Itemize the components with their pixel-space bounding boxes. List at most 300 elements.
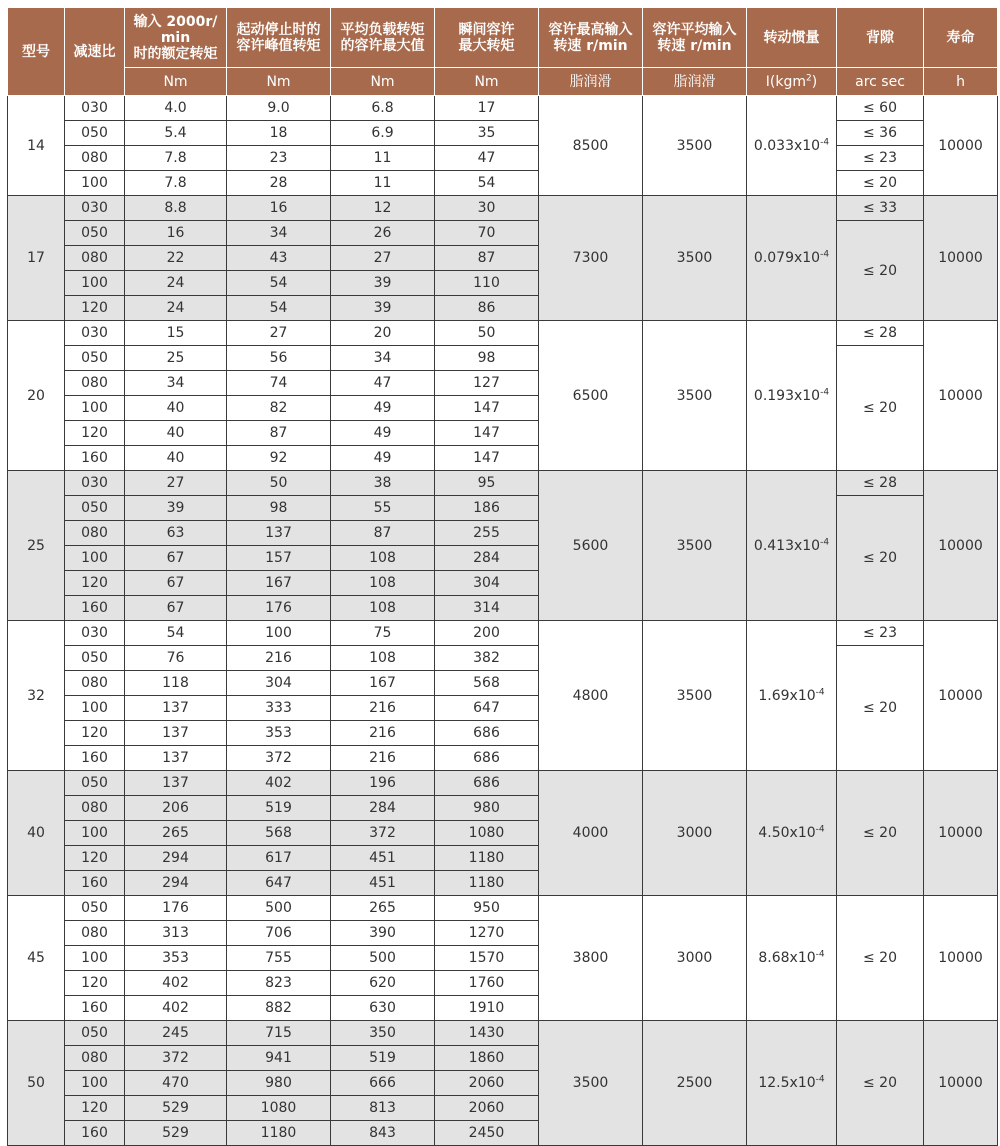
inertia-exponent: -4 (820, 136, 830, 147)
cell-max-speed: 4800 (539, 621, 643, 771)
cell-backlash: ≤ 60 (837, 96, 924, 121)
table-row (8, 196, 998, 221)
unit-avg-max-torque: Nm (331, 68, 435, 96)
cell-peak-torque: 617 (227, 846, 331, 871)
cell-peak-torque: 500 (227, 896, 331, 921)
cell-peak-torque: 823 (227, 971, 331, 996)
cell-model: 50 (8, 1021, 65, 1146)
cell-instant-torque: 30 (435, 196, 539, 221)
cell-rated-torque: 4.0 (125, 96, 227, 121)
inertia-value: 12.5x10 (758, 1075, 816, 1091)
unit-instant-torque: Nm (435, 68, 539, 96)
unit-avg-speed: 脂润滑 (643, 68, 747, 96)
cell-ratio: 050 (65, 646, 125, 671)
cell-avg-max-torque: 34 (331, 346, 435, 371)
cell-ratio: 100 (65, 396, 125, 421)
cell-ratio: 030 (65, 196, 125, 221)
cell-avg-speed: 3000 (643, 771, 747, 896)
cell-avg-speed: 2500 (643, 1021, 747, 1146)
cell-model: 40 (8, 771, 65, 896)
cell-max-speed: 6500 (539, 321, 643, 471)
cell-avg-max-torque: 87 (331, 521, 435, 546)
cell-rated-torque: 8.8 (125, 196, 227, 221)
cell-rated-torque: 529 (125, 1096, 227, 1121)
cell-life: 10000 (924, 896, 998, 1021)
cell-peak-torque: 353 (227, 721, 331, 746)
cell-backlash: ≤ 20 (837, 346, 924, 471)
header-backlash: 背隙 (837, 8, 924, 68)
cell-rated-torque: 40 (125, 421, 227, 446)
cell-peak-torque: 74 (227, 371, 331, 396)
table-row (8, 171, 998, 196)
cell-peak-torque: 56 (227, 346, 331, 371)
inertia-exponent: -4 (820, 249, 830, 260)
cell-avg-max-torque: 108 (331, 646, 435, 671)
cell-rated-torque: 54 (125, 621, 227, 646)
cell-life: 10000 (924, 771, 998, 896)
cell-peak-torque: 755 (227, 946, 331, 971)
cell-rated-torque: 176 (125, 896, 227, 921)
cell-peak-torque: 882 (227, 996, 331, 1021)
cell-peak-torque: 50 (227, 471, 331, 496)
cell-ratio: 120 (65, 421, 125, 446)
inertia-value: 0.413x10 (753, 537, 821, 554)
inertia-exponent: -4 (820, 536, 830, 547)
table-row (8, 146, 998, 171)
unit-max-speed: 脂润滑 (539, 68, 643, 96)
cell-peak-torque: 333 (227, 696, 331, 721)
cell-rated-torque: 5.4 (125, 121, 227, 146)
cell-avg-speed: 3500 (643, 621, 747, 771)
table-row (8, 321, 998, 346)
cell-peak-torque: 82 (227, 396, 331, 421)
cell-avg-max-torque: 620 (331, 971, 435, 996)
spec-table (7, 7, 998, 1146)
cell-ratio: 100 (65, 696, 125, 721)
cell-avg-max-torque: 11 (331, 171, 435, 196)
cell-ratio: 050 (65, 121, 125, 146)
cell-instant-torque: 2060 (435, 1071, 539, 1096)
cell-inertia (747, 896, 837, 1021)
cell-avg-max-torque: 108 (331, 596, 435, 621)
header-instant-torque: 瞬间容许 最大转矩 (435, 8, 539, 68)
cell-rated-torque: 40 (125, 446, 227, 471)
table-row (8, 121, 998, 146)
cell-avg-max-torque: 49 (331, 421, 435, 446)
unit-peak-torque: Nm (227, 68, 331, 96)
header-avg-speed: 容许平均输入 转速 r/min (643, 8, 747, 68)
table-header (8, 8, 998, 96)
cell-rated-torque: 206 (125, 796, 227, 821)
cell-backlash: ≤ 23 (837, 146, 924, 171)
cell-ratio: 160 (65, 1121, 125, 1146)
cell-model: 20 (8, 321, 65, 471)
table-row (8, 621, 998, 646)
cell-instant-torque: 686 (435, 771, 539, 796)
cell-rated-torque: 22 (125, 246, 227, 271)
table-row (8, 771, 998, 796)
cell-ratio: 160 (65, 871, 125, 896)
cell-instant-torque: 35 (435, 121, 539, 146)
cell-model: 25 (8, 471, 65, 621)
cell-rated-torque: 470 (125, 1071, 227, 1096)
cell-instant-torque: 110 (435, 271, 539, 296)
cell-ratio: 050 (65, 1021, 125, 1046)
cell-inertia (747, 621, 837, 771)
cell-instant-torque: 314 (435, 596, 539, 621)
cell-ratio: 160 (65, 996, 125, 1021)
cell-max-speed: 8500 (539, 96, 643, 196)
cell-avg-max-torque: 108 (331, 546, 435, 571)
header-life: 寿命 (924, 8, 998, 68)
cell-peak-torque: 43 (227, 246, 331, 271)
cell-instant-torque: 200 (435, 621, 539, 646)
header-row (8, 8, 998, 68)
cell-instant-torque: 17 (435, 96, 539, 121)
cell-rated-torque: 27 (125, 471, 227, 496)
unit-inertia-close: ) (811, 73, 818, 90)
cell-peak-torque: 980 (227, 1071, 331, 1096)
cell-peak-torque: 87 (227, 421, 331, 446)
cell-ratio: 100 (65, 271, 125, 296)
cell-avg-speed: 3500 (643, 96, 747, 196)
inertia-value: 0.193x10 (753, 387, 821, 404)
cell-peak-torque: 9.0 (227, 96, 331, 121)
inertia-value: 4.50x10 (758, 825, 816, 841)
cell-ratio: 100 (65, 546, 125, 571)
cell-avg-max-torque: 630 (331, 996, 435, 1021)
header-avg-max-torque: 平均负载转矩 的容许最大值 (331, 8, 435, 68)
cell-avg-max-torque: 196 (331, 771, 435, 796)
cell-rated-torque: 15 (125, 321, 227, 346)
cell-backlash: ≤ 20 (837, 646, 924, 771)
unit-rated-torque: Nm (125, 68, 227, 96)
inertia-exponent: -4 (820, 386, 830, 397)
cell-avg-max-torque: 167 (331, 671, 435, 696)
cell-instant-torque: 87 (435, 246, 539, 271)
inertia-value: 0.079x10 (753, 250, 821, 266)
cell-avg-max-torque: 27 (331, 246, 435, 271)
cell-peak-torque: 1080 (227, 1096, 331, 1121)
cell-peak-torque: 167 (227, 571, 331, 596)
cell-avg-max-torque: 216 (331, 721, 435, 746)
cell-peak-torque: 34 (227, 221, 331, 246)
cell-ratio: 160 (65, 596, 125, 621)
cell-inertia (747, 771, 837, 896)
cell-backlash: ≤ 20 (837, 496, 924, 621)
cell-ratio: 120 (65, 296, 125, 321)
cell-avg-max-torque: 6.8 (331, 96, 435, 121)
cell-peak-torque: 100 (227, 621, 331, 646)
cell-avg-max-torque: 284 (331, 796, 435, 821)
cell-peak-torque: 92 (227, 446, 331, 471)
cell-ratio: 100 (65, 946, 125, 971)
cell-peak-torque: 216 (227, 646, 331, 671)
cell-inertia (747, 1021, 837, 1146)
cell-instant-torque: 54 (435, 171, 539, 196)
cell-ratio: 050 (65, 771, 125, 796)
cell-ratio: 120 (65, 1096, 125, 1121)
table-row (8, 1021, 998, 1046)
cell-ratio: 050 (65, 496, 125, 521)
cell-instant-torque: 686 (435, 721, 539, 746)
cell-ratio: 030 (65, 471, 125, 496)
cell-peak-torque: 715 (227, 1021, 331, 1046)
cell-avg-max-torque: 12 (331, 196, 435, 221)
cell-ratio: 120 (65, 721, 125, 746)
cell-ratio: 080 (65, 671, 125, 696)
cell-instant-torque: 147 (435, 446, 539, 471)
cell-backlash: ≤ 20 (837, 221, 924, 321)
cell-rated-torque: 137 (125, 746, 227, 771)
cell-avg-speed: 3500 (643, 321, 747, 471)
cell-rated-torque: 137 (125, 721, 227, 746)
unit-inertia-sup: 2 (806, 72, 812, 83)
cell-avg-max-torque: 49 (331, 446, 435, 471)
cell-avg-max-torque: 519 (331, 1046, 435, 1071)
cell-peak-torque: 157 (227, 546, 331, 571)
cell-rated-torque: 67 (125, 546, 227, 571)
inertia-value: 0.033x10 (753, 137, 821, 154)
cell-rated-torque: 34 (125, 371, 227, 396)
cell-instant-torque: 98 (435, 346, 539, 371)
cell-avg-speed: 3500 (643, 471, 747, 621)
cell-model: 32 (8, 621, 65, 771)
unit-inertia-base: I(kgm (765, 73, 807, 90)
cell-rated-torque: 24 (125, 271, 227, 296)
cell-backlash: ≤ 20 (837, 896, 924, 1021)
header-peak-torque: 起动停止时的 容许峰值转矩 (227, 8, 331, 68)
cell-avg-max-torque: 265 (331, 896, 435, 921)
cell-ratio: 120 (65, 971, 125, 996)
cell-instant-torque: 50 (435, 321, 539, 346)
cell-ratio: 030 (65, 96, 125, 121)
cell-peak-torque: 23 (227, 146, 331, 171)
cell-rated-torque: 7.8 (125, 171, 227, 196)
cell-rated-torque: 118 (125, 671, 227, 696)
cell-max-speed: 3800 (539, 896, 643, 1021)
cell-instant-torque: 1760 (435, 971, 539, 996)
cell-ratio: 160 (65, 446, 125, 471)
cell-ratio: 080 (65, 146, 125, 171)
table-row (8, 221, 998, 246)
cell-ratio: 080 (65, 1046, 125, 1071)
cell-instant-torque: 980 (435, 796, 539, 821)
cell-ratio: 080 (65, 521, 125, 546)
cell-avg-speed: 3000 (643, 896, 747, 1021)
cell-peak-torque: 568 (227, 821, 331, 846)
cell-avg-max-torque: 11 (331, 146, 435, 171)
cell-instant-torque: 1430 (435, 1021, 539, 1046)
cell-ratio: 100 (65, 821, 125, 846)
cell-avg-max-torque: 39 (331, 296, 435, 321)
cell-avg-max-torque: 843 (331, 1121, 435, 1146)
cell-ratio: 080 (65, 921, 125, 946)
table-row (8, 646, 998, 671)
cell-peak-torque: 16 (227, 196, 331, 221)
inertia-value: 8.68x10 (758, 950, 816, 966)
table-row (8, 96, 998, 121)
cell-ratio: 120 (65, 571, 125, 596)
cell-ratio: 080 (65, 246, 125, 271)
cell-rated-torque: 265 (125, 821, 227, 846)
cell-rated-torque: 294 (125, 846, 227, 871)
cell-peak-torque: 1180 (227, 1121, 331, 1146)
cell-ratio: 100 (65, 171, 125, 196)
cell-peak-torque: 28 (227, 171, 331, 196)
cell-avg-max-torque: 39 (331, 271, 435, 296)
cell-instant-torque: 647 (435, 696, 539, 721)
cell-ratio: 120 (65, 846, 125, 871)
cell-instant-torque: 255 (435, 521, 539, 546)
cell-rated-torque: 294 (125, 871, 227, 896)
cell-instant-torque: 1270 (435, 921, 539, 946)
cell-instant-torque: 127 (435, 371, 539, 396)
cell-backlash: ≤ 36 (837, 121, 924, 146)
cell-backlash: ≤ 28 (837, 471, 924, 496)
cell-model: 14 (8, 96, 65, 196)
cell-rated-torque: 25 (125, 346, 227, 371)
cell-rated-torque: 76 (125, 646, 227, 671)
cell-rated-torque: 402 (125, 971, 227, 996)
cell-instant-torque: 382 (435, 646, 539, 671)
cell-instant-torque: 70 (435, 221, 539, 246)
cell-life: 10000 (924, 471, 998, 621)
cell-instant-torque: 1080 (435, 821, 539, 846)
cell-ratio: 030 (65, 621, 125, 646)
inertia-exponent: -4 (815, 824, 825, 835)
cell-instant-torque: 950 (435, 896, 539, 921)
cell-avg-max-torque: 49 (331, 396, 435, 421)
cell-backlash: ≤ 33 (837, 196, 924, 221)
cell-backlash: ≤ 20 (837, 171, 924, 196)
cell-peak-torque: 304 (227, 671, 331, 696)
cell-avg-max-torque: 38 (331, 471, 435, 496)
cell-instant-torque: 147 (435, 421, 539, 446)
cell-avg-max-torque: 216 (331, 746, 435, 771)
cell-avg-max-torque: 390 (331, 921, 435, 946)
cell-rated-torque: 137 (125, 696, 227, 721)
cell-backlash: ≤ 20 (837, 771, 924, 896)
cell-instant-torque: 47 (435, 146, 539, 171)
cell-rated-torque: 402 (125, 996, 227, 1021)
cell-avg-speed: 3500 (643, 196, 747, 321)
cell-inertia (747, 471, 837, 621)
cell-avg-max-torque: 47 (331, 371, 435, 396)
cell-rated-torque: 137 (125, 771, 227, 796)
cell-max-speed: 7300 (539, 196, 643, 321)
cell-avg-max-torque: 6.9 (331, 121, 435, 146)
cell-ratio: 050 (65, 346, 125, 371)
cell-instant-torque: 95 (435, 471, 539, 496)
inertia-exponent: -4 (815, 1074, 825, 1085)
cell-avg-max-torque: 451 (331, 846, 435, 871)
cell-peak-torque: 402 (227, 771, 331, 796)
cell-peak-torque: 372 (227, 746, 331, 771)
inertia-exponent: -4 (815, 949, 825, 960)
table-body (8, 96, 998, 1146)
header-rated-torque: 输入 2000r/ min 时的额定转矩 (125, 8, 227, 68)
header-ratio: 减速比 (65, 8, 125, 96)
cell-instant-torque: 568 (435, 671, 539, 696)
cell-avg-max-torque: 451 (331, 871, 435, 896)
cell-ratio: 080 (65, 796, 125, 821)
cell-avg-max-torque: 20 (331, 321, 435, 346)
cell-ratio: 100 (65, 1071, 125, 1096)
cell-avg-max-torque: 26 (331, 221, 435, 246)
cell-backlash: ≤ 20 (837, 1021, 924, 1146)
cell-life: 10000 (924, 196, 998, 321)
cell-ratio: 050 (65, 221, 125, 246)
cell-life: 10000 (924, 321, 998, 471)
cell-peak-torque: 176 (227, 596, 331, 621)
cell-max-speed: 5600 (539, 471, 643, 621)
unit-backlash: arc sec (837, 68, 924, 96)
cell-peak-torque: 137 (227, 521, 331, 546)
unit-inertia (747, 68, 837, 96)
cell-life: 10000 (924, 96, 998, 196)
cell-life: 10000 (924, 621, 998, 771)
cell-instant-torque: 1180 (435, 846, 539, 871)
cell-rated-torque: 67 (125, 571, 227, 596)
cell-ratio: 030 (65, 321, 125, 346)
cell-rated-torque: 353 (125, 946, 227, 971)
cell-rated-torque: 372 (125, 1046, 227, 1071)
cell-instant-torque: 2060 (435, 1096, 539, 1121)
unit-row (8, 68, 998, 96)
cell-avg-max-torque: 108 (331, 571, 435, 596)
table-row (8, 471, 998, 496)
cell-backlash: ≤ 23 (837, 621, 924, 646)
cell-avg-max-torque: 55 (331, 496, 435, 521)
cell-instant-torque: 1860 (435, 1046, 539, 1071)
cell-avg-max-torque: 75 (331, 621, 435, 646)
cell-peak-torque: 54 (227, 296, 331, 321)
cell-peak-torque: 18 (227, 121, 331, 146)
table-row (8, 496, 998, 521)
cell-rated-torque: 7.8 (125, 146, 227, 171)
cell-instant-torque: 686 (435, 746, 539, 771)
unit-life: h (924, 68, 998, 96)
cell-rated-torque: 67 (125, 596, 227, 621)
cell-rated-torque: 313 (125, 921, 227, 946)
cell-rated-torque: 24 (125, 296, 227, 321)
cell-max-speed: 4000 (539, 771, 643, 896)
cell-rated-torque: 245 (125, 1021, 227, 1046)
header-inertia: 转动惯量 (747, 8, 837, 68)
cell-rated-torque: 16 (125, 221, 227, 246)
cell-instant-torque: 304 (435, 571, 539, 596)
cell-instant-torque: 284 (435, 546, 539, 571)
cell-avg-max-torque: 813 (331, 1096, 435, 1121)
cell-life: 10000 (924, 1021, 998, 1146)
cell-backlash: ≤ 28 (837, 321, 924, 346)
cell-instant-torque: 2450 (435, 1121, 539, 1146)
cell-rated-torque: 40 (125, 396, 227, 421)
inertia-exponent: -4 (815, 686, 825, 697)
header-model: 型号 (8, 8, 65, 96)
cell-rated-torque: 39 (125, 496, 227, 521)
table-row (8, 346, 998, 371)
cell-ratio: 050 (65, 896, 125, 921)
cell-model: 45 (8, 896, 65, 1021)
cell-peak-torque: 27 (227, 321, 331, 346)
cell-peak-torque: 941 (227, 1046, 331, 1071)
cell-ratio: 080 (65, 371, 125, 396)
cell-avg-max-torque: 666 (331, 1071, 435, 1096)
cell-peak-torque: 98 (227, 496, 331, 521)
cell-avg-max-torque: 350 (331, 1021, 435, 1046)
